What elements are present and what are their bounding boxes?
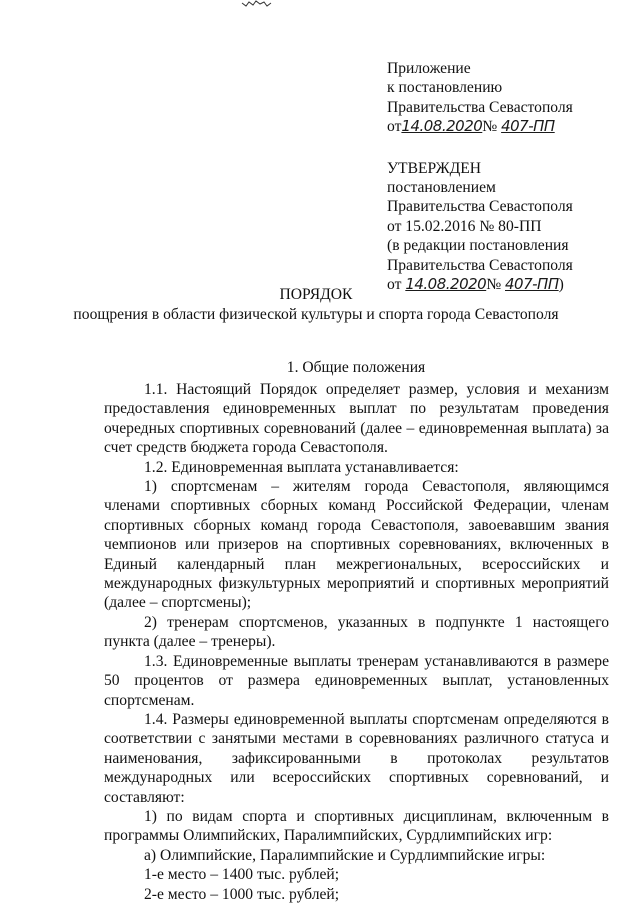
handwritten-date: 14.08.2020 <box>401 117 483 136</box>
by-resolution-label: постановлением <box>387 179 496 197</box>
paragraph: а) Олимпийские, Паралимпийские и Сурдлимпийские игры: <box>144 846 546 864</box>
section-heading: 1. Общие положения <box>286 359 426 376</box>
annex-label: Приложение <box>387 60 471 77</box>
number-prefix: № <box>482 118 498 136</box>
edition-label: (в редакции постановления <box>387 237 569 255</box>
approval-government-label-2: Правительства Севастополя <box>387 256 573 274</box>
paragraph: 1.2. Единовременная выплата устанавливается: <box>144 458 459 476</box>
paragraph: 1) по видам спорта и спортивных дисциплинам, включенным в программы Олимпийских, Паралимпийских, Сурдлимпийских игр: <box>104 807 609 845</box>
date-prefix: от <box>387 118 402 136</box>
to-resolution-label: к постановлению <box>387 79 503 97</box>
paragraph: 1.4. Размеры единовременной выплаты спортсменам определяются в соответствии с занятыми местами в соревнованиях различного статуса и наименования, зафиксированными в протоколах результатов международных или всероссийских спортивных соревнований, и составляют: <box>104 710 609 806</box>
annex-date-line <box>387 117 627 136</box>
original-date-line: от 15.02.2016 № 80-ПП <box>387 217 542 235</box>
approved-label: УТВЕРЖДЕН <box>387 159 482 177</box>
paragraph: 2) тренерам спортсменов, указанных в подпункте 1 настоящего пункта (далее – тренеры). <box>104 613 609 651</box>
paragraph: 2-е место – 1000 тыс. рублей; <box>144 885 340 903</box>
document-title: ПОРЯДОК <box>279 286 353 303</box>
closing-paren: ) <box>558 276 564 294</box>
annex-header <box>387 59 627 294</box>
scan-artifact-mark <box>240 0 280 8</box>
paragraph: 1.3. Единовременные выплаты тренерам устанавливаются в размере 50 процентов от размера единовременных выплат, установленных спортсменам. <box>104 652 609 709</box>
handwritten-edition-number: 407-ПП <box>505 275 559 294</box>
handwritten-number: 407-ПП <box>501 117 555 136</box>
government-label: Правительства Севастополя <box>387 98 573 116</box>
paragraph: 1-е место – 1400 тыс. рублей; <box>144 866 340 884</box>
document-subtitle: поощрения в области физической культуры и спорта города Севастополя <box>73 306 559 323</box>
paragraph: 1.1. Настоящий Порядок определяет размер, условия и механизм предоставления единовременных выплат по результатам проведения очередных спортивных соревнований (далее – единовременная выплата) за счет средств бюджета города Севастополя. <box>104 381 609 457</box>
approval-government-label: Правительства Севастополя <box>387 198 573 216</box>
handwritten-edition-date: 14.08.2020 <box>405 275 487 294</box>
document-body <box>104 380 609 904</box>
paragraph: 1) спортсменам – жителям города Севастополя, являющимся членами спортивных сборных команд Российской Федерации, членам спортивных сборных команд города Севастополя, завоевавшим звания чемпионов или призеров на спортивных соревнованиях, включенных в Единый календарный план межрегиональных, всероссийских и международных физкультурных мероприятий и спортивных мероприятий (далее – спортсмены); <box>104 478 609 612</box>
edition-number-prefix: № <box>486 276 502 294</box>
edition-date-prefix: от <box>387 276 402 294</box>
